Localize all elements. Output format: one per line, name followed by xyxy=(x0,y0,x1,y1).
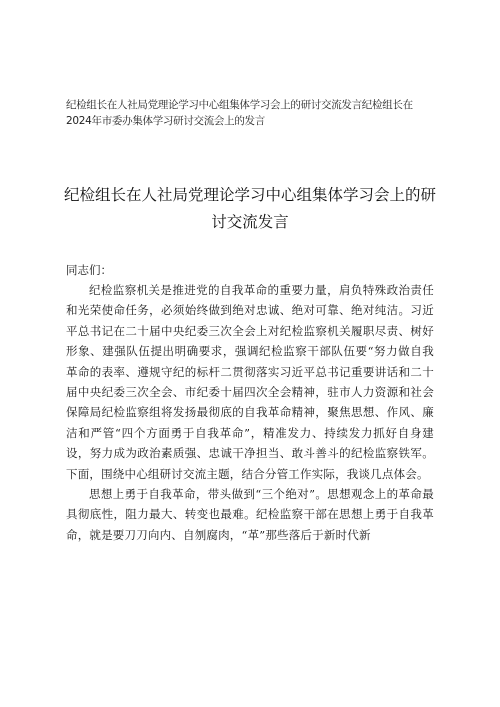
salutation: 同志们： xyxy=(66,263,112,277)
document-main-title: 纪检组长在人社局党理论学习中心组集体学习会上的研讨交流发言 xyxy=(63,186,436,231)
body-paragraph: 纪检监察机关是推进党的自我革命的重要力量，肩负特殊政治责任和光荣使命任务，必须始终做到绝对忠诚、绝对可靠、绝对纯洁。习近平总书记在二十届中央纪委三次全会上对纪检监察机关履职尽责、树好形象、建强队伍提出明确要求，强调纪检监察干部队伍要“努力做自我革命的表率、遵规守纪的标杆二贯彻落实习近平总书记重要讲话和二十届中央纪委三次全会、市纪委十届四次全会精神，驻市人力资源和社会保障局纪检监察组将发扬最彻底的自我革命精神，聚焦思想、作风、廉洁和严管“四个方面勇于自我革命”，精准发力、持续发力抓好自身建设，努力成为政治素质强、忠诚干净担当、敢斗善斗的纪检监察铁军。下面，围绕中心组研讨交流主题，结合分管工作实际，我谈几点体会。 xyxy=(66,283,434,481)
document-body xyxy=(66,280,434,545)
document-header-title: 纪检组长在人社局党理论学习中心组集体学习会上的研讨交流发言纪检组长在2024年市委办集体学习研讨交流会上的发言 xyxy=(66,99,413,127)
body-paragraph: 思想上勇于自我革命，带头做到“三个绝对”。思想观念上的革命最具彻底性，阻力最大、转变也最难。纪检监察干部在思想上勇于自我革命，就是要刀刀向内、自刎腐肉，“革”那些落后于新时代新 xyxy=(66,487,434,542)
